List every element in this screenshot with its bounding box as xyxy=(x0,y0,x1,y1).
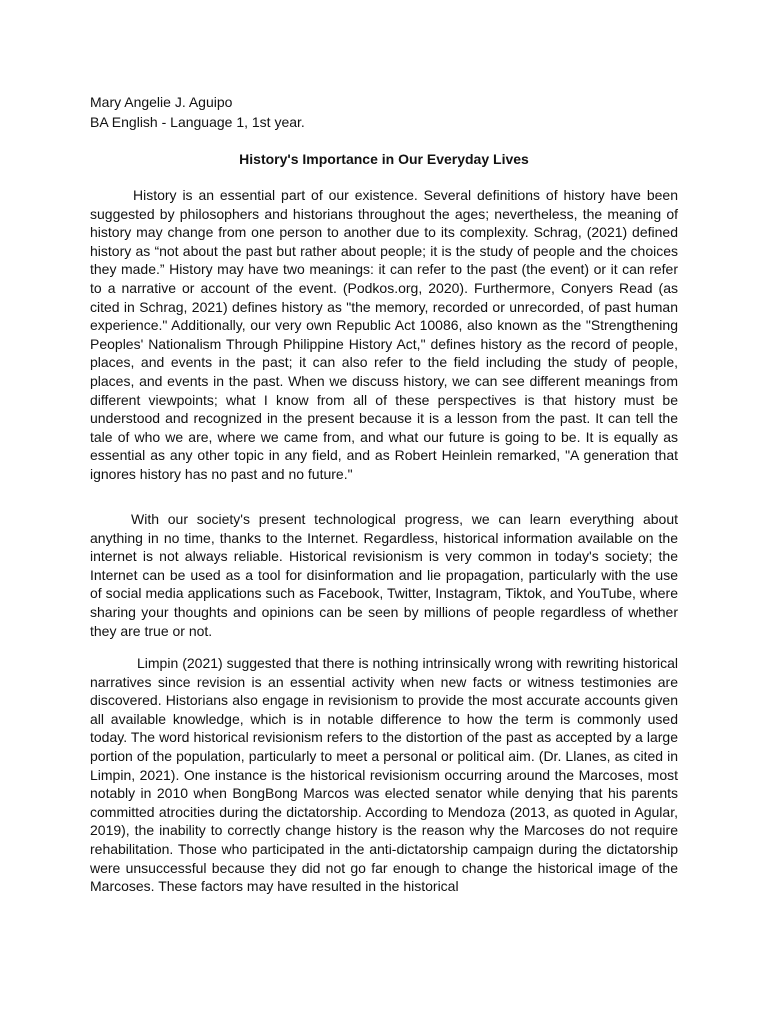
author-block xyxy=(90,92,305,132)
essay-title: History's Importance in Our Everyday Lives xyxy=(239,151,529,167)
paragraph-2: With our society's present technological progress, we can learn everything about anything in no time, thanks to the Internet. Regardless, historical information available on the internet is not always reliable. Historical revisionism is very common in today's society; the Internet can be used as a tool for disinformation and lie propagation, particularly with the use of social media applications such as Facebook, Twitter, Instagram, Tiktok, and YouTube, where sharing your thoughts and opinions can be seen by millions of people regardless of whether they are true or not. xyxy=(90,511,678,639)
paragraph-3: Limpin (2021) suggested that there is nothing intrinsically wrong with rewriting historical narratives since revision is an essential activity when new facts or witness testimonies are discovered. Historians also engage in revisionism to provide the most accurate accounts given all available knowledge, which is in notable difference to how the term is commonly used today. The word historical revisionism refers to the distortion of the past as accepted by a large portion of the population, particularly to meet a personal or political aim. (Dr. Llanes, as cited in Limpin, 2021). One instance is the historical revisionism occurring around the Marcoses, most notably in 2010 when BongBong Marcos was elected senator while denying that his parents committed atrocities during the dictatorship. According to Mendoza (2013, as quoted in Agular, 2019), the inability to correctly change history is the reason why the Marcoses do not require rehabilitation. Those who participated in the anti-dictatorship campaign during the dictatorship were unsuccessful because they did not go far enough to change the historical image of the Marcoses. These factors may have resulted in the historical xyxy=(90,655,678,895)
paragraph-1: History is an essential part of our existence. Several definitions of history have been suggested by philosophers and historians throughout the ages; nevertheless, the meaning of history may change from one person to another due to its complexity. Schrag, (2021) defined history as “not about the past but rather about people; it is the study of people and the choices they made.” History may have two meanings: it can refer to the past (the event) or it can refer to a narrative or account of the event. (Podkos.org, 2020). Furthermore, Conyers Read (as cited in Schrag, 2021) defines history as "the memory, recorded or unrecorded, of past human experience." Additionally, our very own Republic Act 10086, also known as the "Strengthening Peoples' Nationalism Through Philippine History Act," defines history as the record of people, places, and events in the past; it can also refer to the field including the study of people, places, and events in the past. When we discuss history, we can see different meanings from different viewpoints; what I know from all of these perspectives is that history must be understood and recognized in the present because it is a lesson from the past. It can tell the tale of who we are, where we came from, and what our future is going to be. It is equally as essential as any other topic in any field, and as Robert Heinlein remarked, "A generation that ignores history has no past and no future." xyxy=(90,187,678,482)
author-name: Mary Angelie J. Aguipo xyxy=(90,94,233,110)
author-course: BA English - Language 1, 1st year. xyxy=(90,114,305,130)
